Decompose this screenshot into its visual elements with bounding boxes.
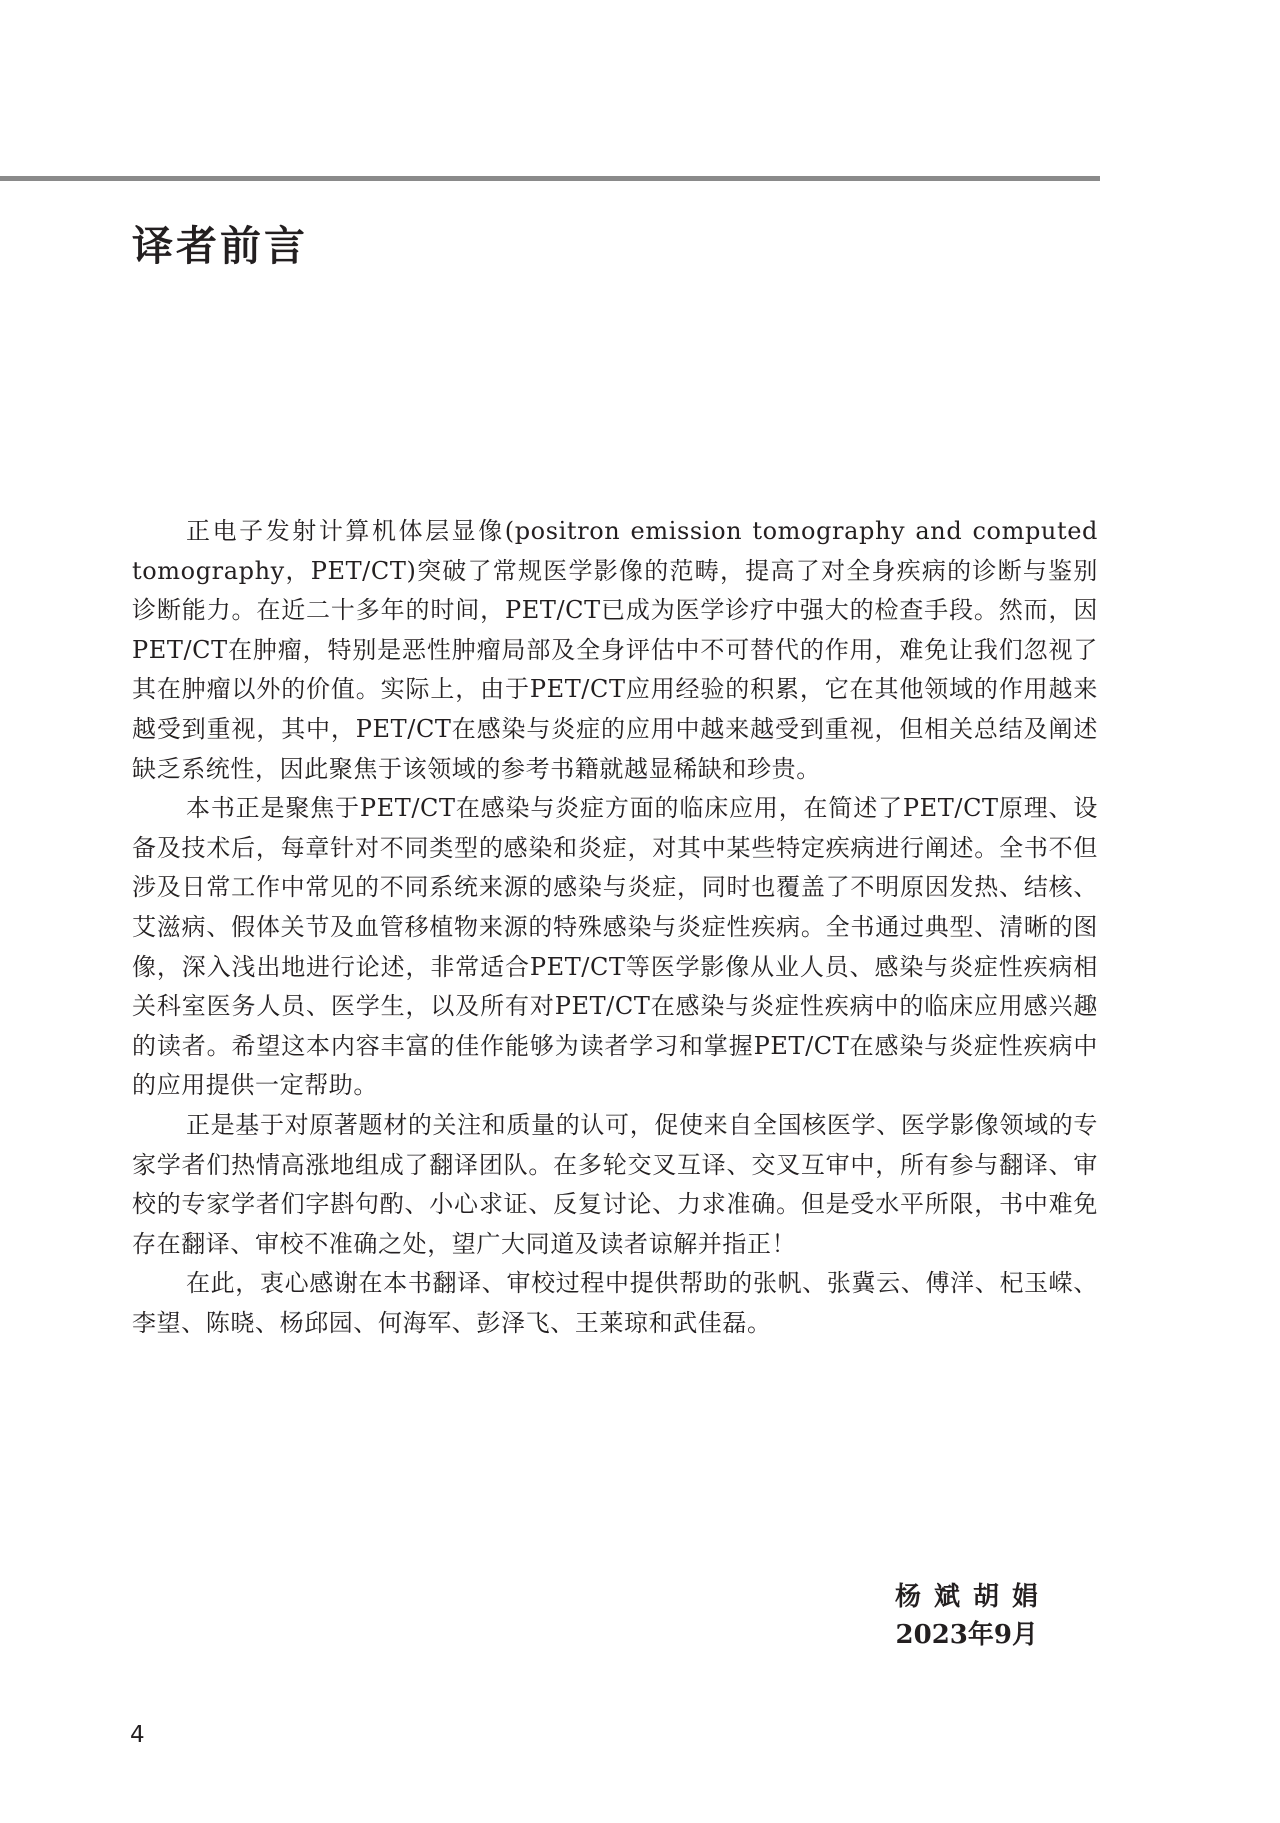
paragraph-1: 正电子发射计算机体层显像(positron emission tomography and computed tomography，PET/CT)突破了常规医学影像的范畴，提高了对全身疾病的诊断与鉴别诊断能力。在近二十多年的时间，PET/CT已成为医学诊疗中强大的检查手段。然而，因PET/CT在肿瘤，特别是恶性肿瘤局部及全身评估中不可替代的作用，难免让我们忽视了其在肿瘤以外的价值。实际上，由于PET/CT应用经验的积累，它在其他领域的作用越来越受到重视，其中，PET/CT在感染与炎症的应用中越来越受到重视，但相关总结及阐述缺乏系统性，因此聚焦于该领域的参考书籍就越显稀缺和珍贵。	[132, 517, 1098, 783]
signature-date: 2023年9月	[895, 1620, 1038, 1650]
signature-block	[894, 1578, 1051, 1654]
page-number: 4	[130, 1722, 145, 1748]
preface-body	[132, 512, 1098, 1343]
header-rule	[0, 176, 1100, 181]
paragraph-2: 本书正是聚焦于PET/CT在感染与炎症方面的临床应用，在简述了PET/CT原理、设备及技术后，每章针对不同类型的感染和炎症，对其中某些特定疾病进行阐述。全书不但涉及日常工作中常见的不同系统来源的感染与炎症，同时也覆盖了不明原因发热、结核、艾滋病、假体关节及血管移植物来源的特殊感染与炎症性疾病。全书通过典型、清晰的图像，深入浅出地进行论述，非常适合PET/CT等医学影像从业人员、感染与炎症性疾病相关科室医务人员、医学生，以及所有对PET/CT在感染与炎症性疾病中的临床应用感兴趣的读者。希望这本内容丰富的佳作能够为读者学习和掌握PET/CT在感染与炎症性疾病中的应用提供一定帮助。	[132, 794, 1098, 1100]
translator-names: 杨斌胡娟	[894, 1582, 1051, 1612]
page-title: 译者前言	[132, 222, 308, 270]
paragraph-4: 在此，衷心感谢在本书翻译、审校过程中提供帮助的张帆、张冀云、傅洋、杞玉嵘、李望、陈晓、杨邱园、何海军、彭泽飞、王莱琼和武佳磊。	[132, 1269, 1098, 1337]
paragraph-3: 正是基于对原著题材的关注和质量的认可，促使来自全国核医学、医学影像领域的专家学者们热情高涨地组成了翻译团队。在多轮交叉互译、交叉互审中，所有参与翻译、审校的专家学者们字斟句酌、小心求证、反复讨论、力求准确。但是受水平所限，书中难免存在翻译、审校不准确之处，望广大同道及读者谅解并指正！	[132, 1110, 1098, 1258]
